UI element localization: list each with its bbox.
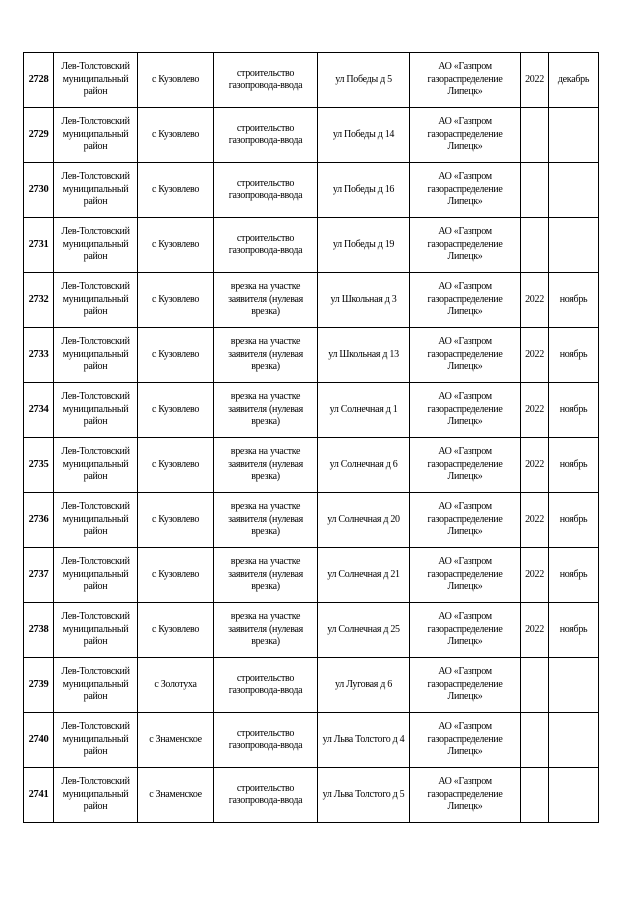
- work-type-cell: строительство газопровода-ввода: [214, 163, 318, 218]
- work-type-cell: врезка на участке заявителя (нулевая врезка): [214, 548, 318, 603]
- table-row: [24, 53, 599, 108]
- table-row: [24, 493, 599, 548]
- village-cell: с Кузовлево: [138, 273, 214, 328]
- organization-cell: АО «Газпром газораспределение Липецк»: [410, 713, 521, 768]
- year-cell: 2022: [521, 273, 549, 328]
- month-cell: ноябрь: [549, 438, 599, 493]
- year-cell: [521, 713, 549, 768]
- work-type-cell: врезка на участке заявителя (нулевая врезка): [214, 493, 318, 548]
- month-cell: [549, 658, 599, 713]
- village-cell: с Кузовлево: [138, 548, 214, 603]
- work-type-cell: строительство газопровода-ввода: [214, 713, 318, 768]
- table-body: [24, 53, 599, 823]
- month-cell: ноябрь: [549, 493, 599, 548]
- work-type-cell: врезка на участке заявителя (нулевая врезка): [214, 328, 318, 383]
- district-cell: Лев-Толстовский муниципальный район: [54, 53, 138, 108]
- address-cell: ул Солнечная д 25: [318, 603, 410, 658]
- village-cell: с Кузовлево: [138, 163, 214, 218]
- year-cell: 2022: [521, 493, 549, 548]
- organization-cell: АО «Газпром газораспределение Липецк»: [410, 658, 521, 713]
- month-cell: декабрь: [549, 53, 599, 108]
- village-cell: с Кузовлево: [138, 383, 214, 438]
- year-cell: [521, 768, 549, 823]
- organization-cell: АО «Газпром газораспределение Липецк»: [410, 548, 521, 603]
- table-row: [24, 218, 599, 273]
- row-number: 2730: [24, 163, 54, 218]
- district-cell: Лев-Толстовский муниципальный район: [54, 273, 138, 328]
- month-cell: ноябрь: [549, 273, 599, 328]
- row-number: 2733: [24, 328, 54, 383]
- table-row: [24, 438, 599, 493]
- organization-cell: АО «Газпром газораспределение Липецк»: [410, 493, 521, 548]
- month-cell: [549, 163, 599, 218]
- district-cell: Лев-Толстовский муниципальный район: [54, 548, 138, 603]
- table-row: [24, 383, 599, 438]
- district-cell: Лев-Толстовский муниципальный район: [54, 603, 138, 658]
- work-type-cell: строительство газопровода-ввода: [214, 658, 318, 713]
- row-number: 2729: [24, 108, 54, 163]
- row-number: 2741: [24, 768, 54, 823]
- row-number: 2738: [24, 603, 54, 658]
- month-cell: [549, 768, 599, 823]
- row-number: 2737: [24, 548, 54, 603]
- organization-cell: АО «Газпром газораспределение Липецк»: [410, 328, 521, 383]
- organization-cell: АО «Газпром газораспределение Липецк»: [410, 603, 521, 658]
- year-cell: [521, 163, 549, 218]
- address-cell: ул Солнечная д 1: [318, 383, 410, 438]
- district-cell: Лев-Толстовский муниципальный район: [54, 383, 138, 438]
- address-cell: ул Солнечная д 20: [318, 493, 410, 548]
- address-cell: ул Школьная д 13: [318, 328, 410, 383]
- organization-cell: АО «Газпром газораспределение Липецк»: [410, 163, 521, 218]
- table-row: [24, 273, 599, 328]
- address-cell: ул Победы д 19: [318, 218, 410, 273]
- month-cell: [549, 108, 599, 163]
- address-cell: ул Победы д 16: [318, 163, 410, 218]
- work-type-cell: строительство газопровода-ввода: [214, 768, 318, 823]
- district-cell: Лев-Толстовский муниципальный район: [54, 438, 138, 493]
- district-cell: Лев-Толстовский муниципальный район: [54, 493, 138, 548]
- village-cell: с Знаменское: [138, 768, 214, 823]
- year-cell: 2022: [521, 328, 549, 383]
- organization-cell: АО «Газпром газораспределение Липецк»: [410, 438, 521, 493]
- work-type-cell: строительство газопровода-ввода: [214, 218, 318, 273]
- village-cell: с Золотуха: [138, 658, 214, 713]
- month-cell: [549, 218, 599, 273]
- row-number: 2731: [24, 218, 54, 273]
- organization-cell: АО «Газпром газораспределение Липецк»: [410, 108, 521, 163]
- village-cell: с Кузовлево: [138, 328, 214, 383]
- village-cell: с Знаменское: [138, 713, 214, 768]
- district-cell: Лев-Толстовский муниципальный район: [54, 163, 138, 218]
- row-number: 2739: [24, 658, 54, 713]
- row-number: 2735: [24, 438, 54, 493]
- work-type-cell: врезка на участке заявителя (нулевая врезка): [214, 603, 318, 658]
- table-row: [24, 163, 599, 218]
- table-row: [24, 328, 599, 383]
- work-type-cell: строительство газопровода-ввода: [214, 108, 318, 163]
- address-cell: ул Победы д 5: [318, 53, 410, 108]
- year-cell: 2022: [521, 383, 549, 438]
- village-cell: с Кузовлево: [138, 108, 214, 163]
- year-cell: 2022: [521, 53, 549, 108]
- year-cell: [521, 658, 549, 713]
- district-cell: Лев-Толстовский муниципальный район: [54, 108, 138, 163]
- month-cell: ноябрь: [549, 328, 599, 383]
- table-row: [24, 603, 599, 658]
- row-number: 2728: [24, 53, 54, 108]
- village-cell: с Кузовлево: [138, 218, 214, 273]
- table-row: [24, 548, 599, 603]
- district-cell: Лев-Толстовский муниципальный район: [54, 328, 138, 383]
- table-row: [24, 768, 599, 823]
- address-cell: ул Льва Толстого д 5: [318, 768, 410, 823]
- month-cell: ноябрь: [549, 603, 599, 658]
- work-type-cell: врезка на участке заявителя (нулевая врезка): [214, 438, 318, 493]
- address-cell: ул Луговая д 6: [318, 658, 410, 713]
- work-type-cell: врезка на участке заявителя (нулевая врезка): [214, 273, 318, 328]
- row-number: 2734: [24, 383, 54, 438]
- table-row: [24, 713, 599, 768]
- district-cell: Лев-Толстовский муниципальный район: [54, 658, 138, 713]
- address-cell: ул Льва Толстого д 4: [318, 713, 410, 768]
- organization-cell: АО «Газпром газораспределение Липецк»: [410, 218, 521, 273]
- organization-cell: АО «Газпром газораспределение Липецк»: [410, 768, 521, 823]
- village-cell: с Кузовлево: [138, 438, 214, 493]
- year-cell: [521, 108, 549, 163]
- year-cell: 2022: [521, 438, 549, 493]
- address-cell: ул Победы д 14: [318, 108, 410, 163]
- village-cell: с Кузовлево: [138, 603, 214, 658]
- address-cell: ул Солнечная д 6: [318, 438, 410, 493]
- month-cell: ноябрь: [549, 548, 599, 603]
- month-cell: ноябрь: [549, 383, 599, 438]
- organization-cell: АО «Газпром газораспределение Липецк»: [410, 53, 521, 108]
- work-type-cell: строительство газопровода-ввода: [214, 53, 318, 108]
- village-cell: с Кузовлево: [138, 53, 214, 108]
- year-cell: 2022: [521, 548, 549, 603]
- year-cell: 2022: [521, 603, 549, 658]
- row-number: 2732: [24, 273, 54, 328]
- year-cell: [521, 218, 549, 273]
- district-cell: Лев-Толстовский муниципальный район: [54, 218, 138, 273]
- row-number: 2736: [24, 493, 54, 548]
- work-type-cell: врезка на участке заявителя (нулевая врезка): [214, 383, 318, 438]
- organization-cell: АО «Газпром газораспределение Липецк»: [410, 383, 521, 438]
- month-cell: [549, 713, 599, 768]
- district-cell: Лев-Толстовский муниципальный район: [54, 713, 138, 768]
- row-number: 2740: [24, 713, 54, 768]
- district-cell: Лев-Толстовский муниципальный район: [54, 768, 138, 823]
- table-row: [24, 658, 599, 713]
- village-cell: с Кузовлево: [138, 493, 214, 548]
- address-cell: ул Солнечная д 21: [318, 548, 410, 603]
- organization-cell: АО «Газпром газораспределение Липецк»: [410, 273, 521, 328]
- address-cell: ул Школьная д 3: [318, 273, 410, 328]
- registry-table: [23, 52, 599, 823]
- table-row: [24, 108, 599, 163]
